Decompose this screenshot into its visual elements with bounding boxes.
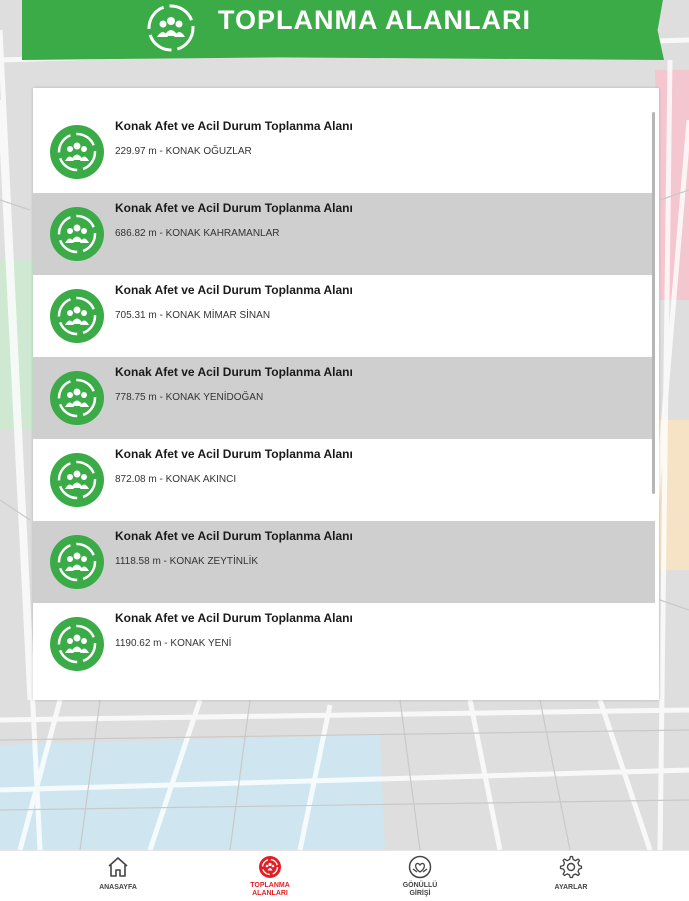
list-item-distance: 686.82 m - KONAK KAHRAMANLAR — [115, 228, 280, 239]
list-item-distance: 1118.58 m - KONAK ZEYTİNLİK — [115, 556, 259, 567]
nav-item-volunteer[interactable] — [360, 851, 480, 901]
assembly-area-icon — [49, 288, 105, 344]
list-item-title: Konak Afet ve Acil Durum Toplanma Alanı — [115, 529, 353, 543]
list-item-title: Konak Afet ve Acil Durum Toplanma Alanı — [115, 201, 353, 215]
list-item[interactable] — [33, 111, 655, 193]
assembly-area-icon — [145, 2, 197, 54]
bottom-nav — [0, 850, 689, 901]
nav-item-settings[interactable] — [511, 851, 631, 901]
nav-item-home[interactable] — [58, 851, 178, 901]
list-item-distance: 872.08 m - KONAK AKINCI — [115, 474, 237, 485]
assembly-area-icon — [258, 855, 282, 879]
home-icon — [106, 855, 130, 879]
list-item-title: Konak Afet ve Acil Durum Toplanma Alanı — [115, 447, 353, 461]
list-item[interactable] — [33, 521, 655, 603]
list-item-title: Konak Afet ve Acil Durum Toplanma Alanı — [115, 119, 353, 133]
gear-icon — [559, 855, 583, 879]
volunteer-icon — [408, 855, 432, 879]
list-scrollbar[interactable] — [652, 112, 655, 494]
nav-item-assembly-areas[interactable] — [210, 851, 330, 901]
assembly-area-list-card — [33, 88, 659, 700]
page-title: TOPLANMA ALANLARI — [218, 5, 531, 35]
list-item[interactable] — [33, 603, 655, 685]
assembly-area-icon — [49, 206, 105, 262]
list-item-distance: 778.75 m - KONAK YENİDOĞAN — [115, 392, 264, 403]
list-item[interactable] — [33, 193, 655, 275]
list-item[interactable] — [33, 357, 655, 439]
assembly-area-icon — [49, 452, 105, 508]
list-item[interactable] — [33, 439, 655, 521]
list-item[interactable] — [33, 275, 655, 357]
nav-label: AYARLAR — [554, 884, 588, 891]
nav-label: TOPLANMA ALANLARI — [250, 882, 290, 897]
assembly-area-icon — [49, 616, 105, 672]
assembly-area-icon — [49, 534, 105, 590]
assembly-area-icon — [49, 124, 105, 180]
nav-label: GÖNÜLLÜ GİRİŞİ — [402, 882, 438, 897]
nav-label: ANASAYFA — [99, 884, 137, 891]
assembly-area-list — [33, 111, 655, 685]
list-item-distance: 705.31 m - KONAK MİMAR SİNAN — [115, 310, 271, 321]
list-item-title: Konak Afet ve Acil Durum Toplanma Alanı — [115, 365, 353, 379]
list-item-title: Konak Afet ve Acil Durum Toplanma Alanı — [115, 283, 353, 297]
list-item-distance: 1190.62 m - KONAK YENİ — [115, 638, 232, 649]
list-item-distance: 229.97 m - KONAK OĞUZLAR — [115, 146, 252, 157]
list-item-title: Konak Afet ve Acil Durum Toplanma Alanı — [115, 611, 353, 625]
assembly-area-icon — [49, 370, 105, 426]
